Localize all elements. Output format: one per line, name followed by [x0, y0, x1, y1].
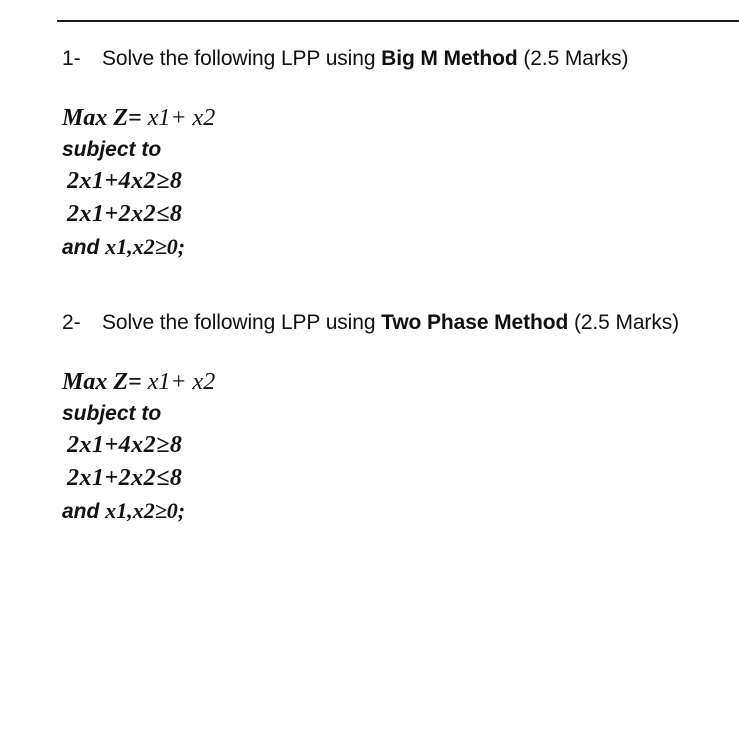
- objective-function: [62, 101, 739, 135]
- question-1-heading: [62, 44, 739, 74]
- objective-function: [62, 365, 739, 399]
- subject-to-label: subject to: [62, 402, 162, 425]
- question-prefix: Solve the following LPP using: [102, 311, 376, 334]
- subject-to-label: subject to: [62, 138, 162, 161]
- constraint-2: 2x1+2x2≤8: [67, 201, 183, 227]
- constraint-2: 2x1+2x2≤8: [67, 465, 183, 491]
- nonnegativity-condition: x1,x2≥0;: [105, 234, 186, 259]
- nonnegativity-line: [62, 231, 739, 263]
- and-word: and: [62, 236, 100, 259]
- question-1: [62, 44, 739, 263]
- objective-lhs: Max Z=: [62, 105, 142, 131]
- question-number: 1-: [62, 47, 81, 70]
- question-2-heading: [62, 308, 739, 338]
- top-horizontal-rule: [57, 20, 739, 22]
- and-word: and: [62, 500, 100, 523]
- objective-rhs: x1+ x2: [147, 105, 216, 131]
- marks: (2.5 Marks): [573, 311, 680, 334]
- constraint-1: 2x1+4x2≥8: [67, 168, 183, 194]
- nonnegativity-line: [62, 495, 739, 527]
- objective-rhs: x1+ x2: [147, 369, 216, 395]
- method-name: Two Phase Method: [381, 311, 569, 334]
- nonnegativity-condition: x1,x2≥0;: [105, 498, 186, 523]
- method-name: Big M Method: [381, 47, 518, 70]
- objective-lhs: Max Z=: [62, 369, 142, 395]
- question-prefix: Solve the following LPP using: [102, 47, 376, 70]
- constraint-1: 2x1+4x2≥8: [67, 432, 183, 458]
- question-number: 2-: [62, 311, 81, 334]
- question-2: [62, 308, 739, 527]
- marks: (2.5 Marks): [523, 47, 629, 70]
